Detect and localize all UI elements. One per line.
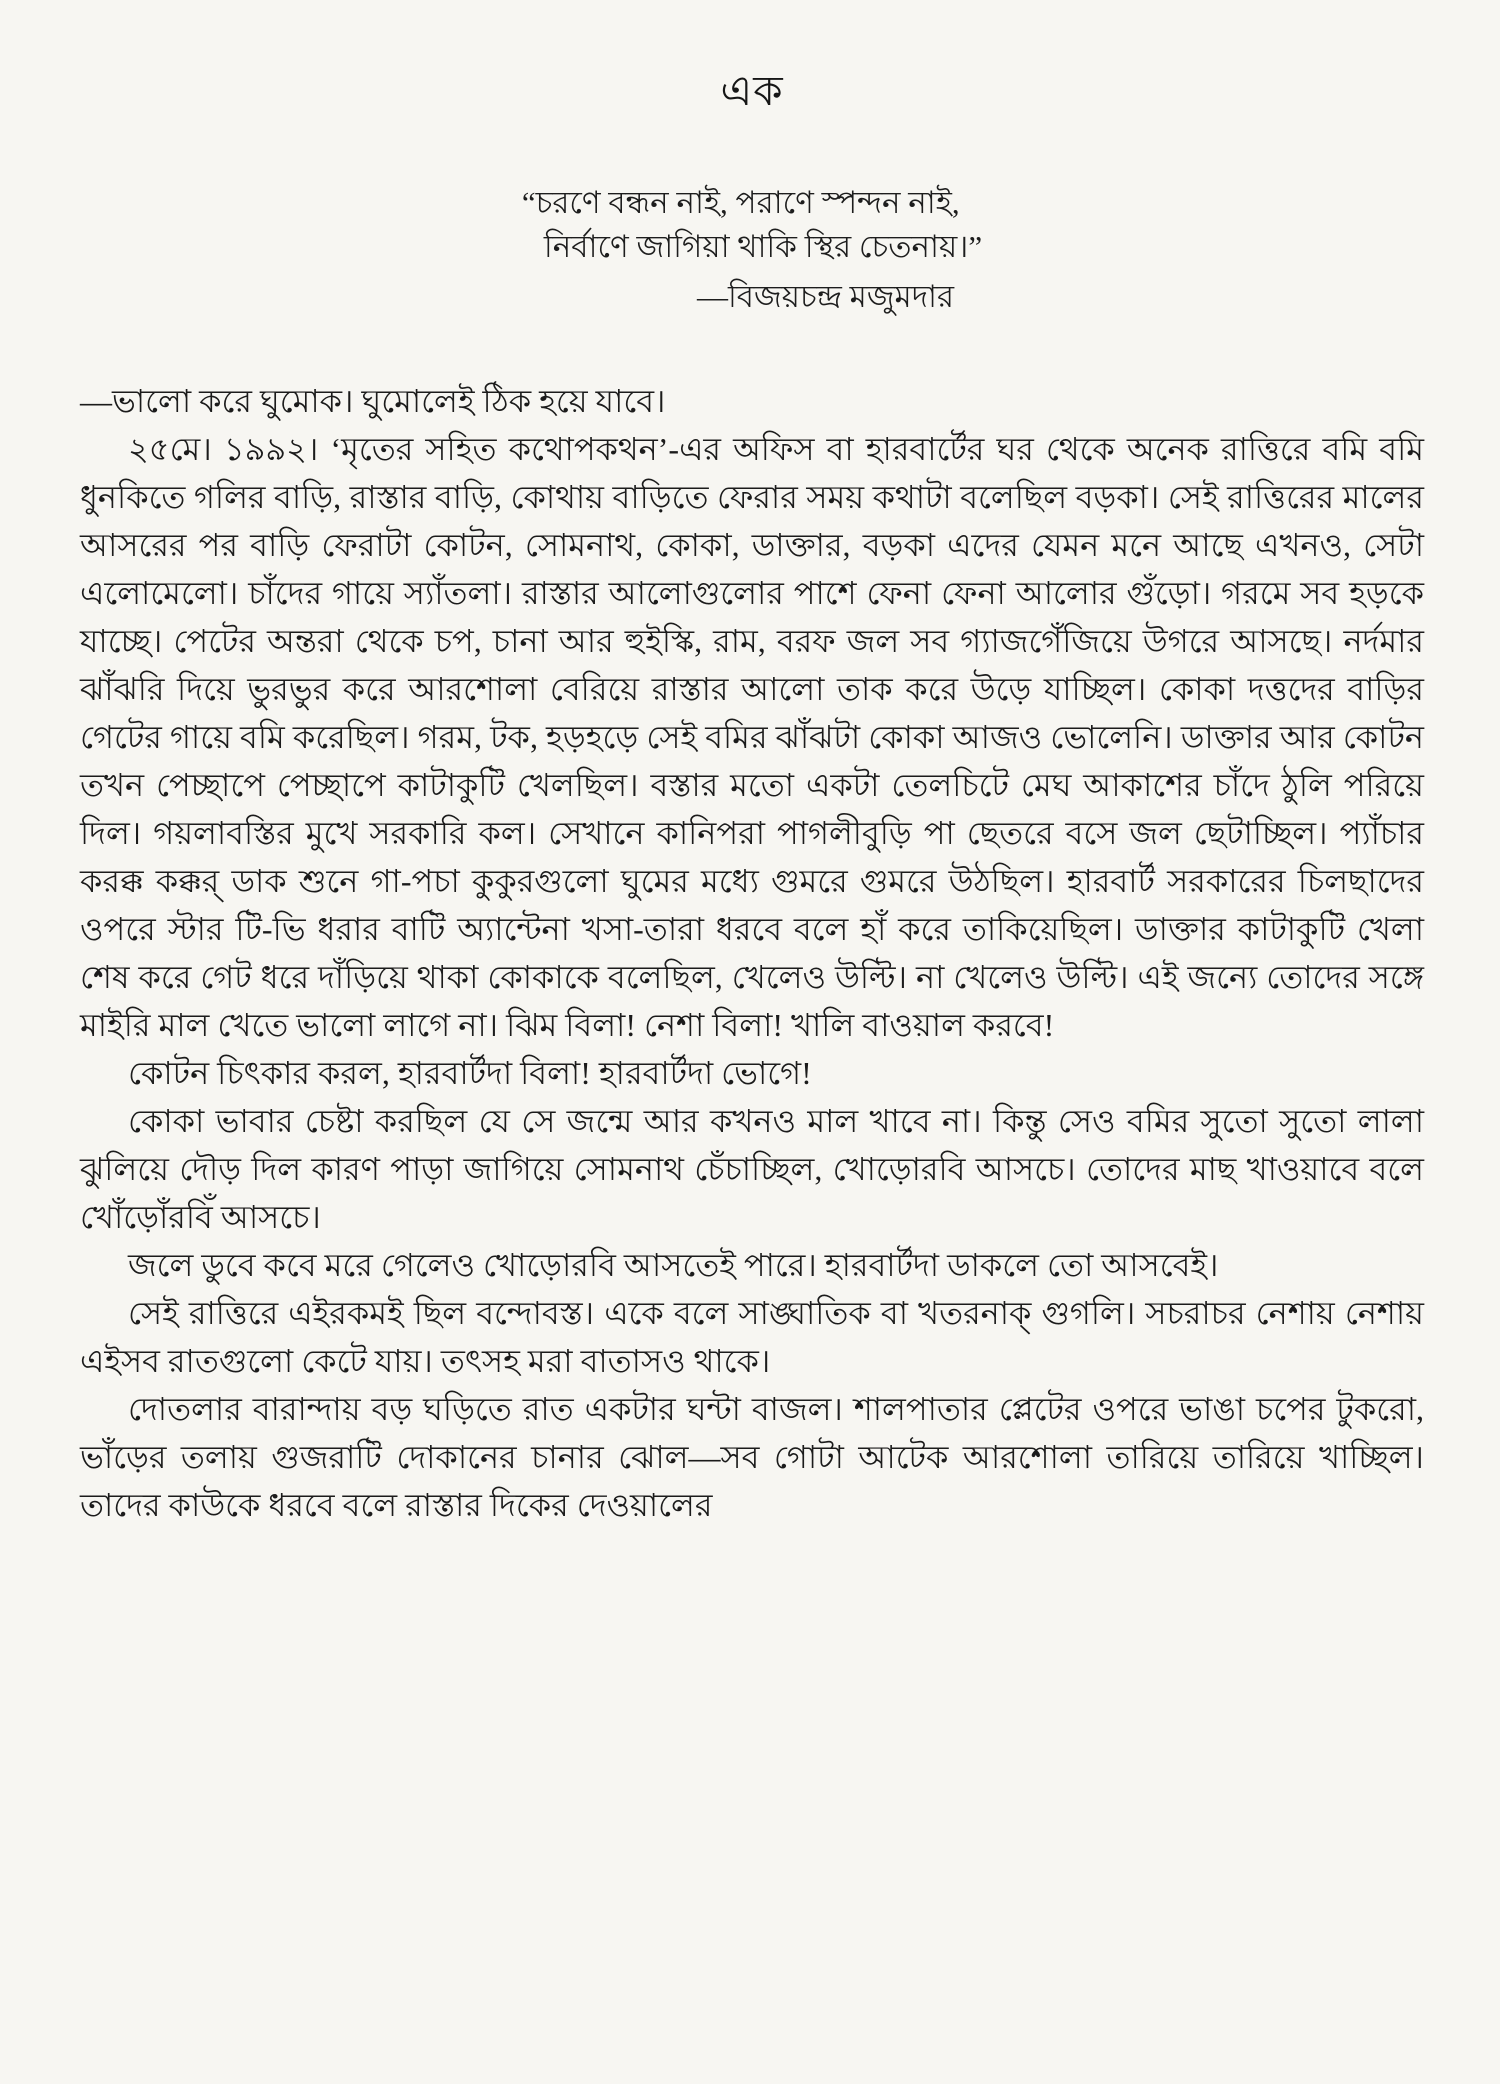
- paragraph-6: সেই রাত্তিরে এইরকমই ছিল বন্দোবস্ত। একে বলে সাঙ্ঘাতিক বা খতরনাক্ গুগলি। সচরাচর নেশায় নেশায় এইসব রাতগুলো কেটে যায়। তৎসহ মরা বাতাসও থাকে।: [80, 1295, 1424, 1380]
- body-text: [80, 377, 1424, 1529]
- epigraph-line-1: “চরণে বন্ধন নাই, পরাণে স্পন্দন নাই,: [521, 185, 960, 220]
- chapter-heading: এক: [720, 69, 784, 115]
- paragraph-7: দোতলার বারান্দায় বড় ঘড়িতে রাত একটার ঘন্টা বাজল। শালপাতার প্লেটের ওপরে ভাঙা চপের টুকরো, ভাঁড়ের তলায় গুজরাটি দোকানের চানার ঝোল—সব গোটা আটেক আরশোলা তারিয়ে তারিয়ে খাচ্ছিল। তাদের কাউকে ধরবে বলে রাস্তার দিকের দেওয়ালের: [80, 1391, 1424, 1524]
- paragraph-3: কোটন চিৎকার করল, হারবার্টদা বিলা! হারবার্টদা ভোগে!: [128, 1055, 812, 1092]
- paragraph-5: জলে ডুবে কবে মরে গেলেও খোড়োরবি আসতেই পারে। হারবার্টদা ডাকলে তো আসবেই।: [128, 1247, 1219, 1284]
- paragraph-4: কোকা ভাবার চেষ্টা করছিল যে সে জন্মে আর কখনও মাল খাবে না। কিন্তু সেও বমির সুতো সুতো লালা ঝুলিয়ে দৌড় দিল কারণ পাড়া জাগিয়ে সোমনাথ চেঁচাচ্ছিল, খোড়োরবি আসচে। তোদের মাছ খাওয়াবে বলে খোঁড়োঁরবিঁ আসচে।: [80, 1103, 1424, 1236]
- paragraph-2: ২৫মে। ১৯৯২। ‘মৃতের সহিত কথোপকথন’-এর অফিস বা হারবার্টের ঘর থেকে অনেক রাত্তিরে বমি বমি ধুনকিতে গলির বাড়ি, রাস্তার বাড়ি, কোথায় বাড়িতে ফেরার সময় কথাটা বলেছিল বড়কা। সেই রাত্তিরের মালের আসরের পর বাড়ি ফেরাটা কোটন, সোমনাথ, কোকা, ডাক্তার, বড়কা এদের যেমন মনে আছে এখনও, সেটা এলোমেলো। চাঁদের গায়ে স্যাঁতলা। রাস্তার আলোগুলোর পাশে ফেনা ফেনা আলোর গুঁড়ো। গরমে সব হড়কে যাচ্ছে। পেটের অন্তরা থেকে চপ, চানা আর হুইস্কি, রাম, বরফ জল সব গ্যাজগেঁজিয়ে উগরে আসছে। নর্দমার ঝাঁঝরি দিয়ে ভুরভুর করে আরশোলা বেরিয়ে রাস্তার আলো তাক করে উড়ে যাচ্ছিল। কোকা দত্তদের বাড়ির গেটের গায়ে বমি করেছিল। গরম, টক, হড়হড়ে সেই বমির ঝাঁঝটা কোকা আজও ভোলেনি। ডাক্তার আর কোটন তখন পেচ্ছাপে পেচ্ছাপে কাটাকুটি খেলছিল। বস্তার মতো একটা তেলচিটে মেঘ আকাশের চাঁদে ঠুলি পরিয়ে দিল। গয়লাবস্তির মুখে সরকারি কল। সেখানে কানিপরা পাগলীবুড়ি পা ছেতরে বসে জল ছেটাচ্ছিল। প্যাঁচার করক্ক কক্কর্ ডাক শুনে গা-পচা কুকুরগুলো ঘুমের মধ্যে গুমরে গুমরে উঠছিল। হারবার্ট সরকারের চিলছাদের ওপরে স্টার টি-ভি ধরার বাটি অ্যান্টেনা খসা-তারা ধরবে বলে হাঁ করে তাকিয়েছিল। ডাক্তার কাটাকুটি খেলা শেষ করে গেট ধরে দাঁড়িয়ে থাকা কোকাকে বলেছিল, খেলেও উল্টি। না খেলেও উল্টি। এই জন্যে তোদের সঙ্গে মাইরি মাল খেতে ভালো লাগে না। ঝিম বিলা! নেশা বিলা! খালি বাওয়াল করবে!: [80, 431, 1424, 1044]
- epigraph-line-2: নির্বাণে জাগিয়া থাকি স্থির চেতনায়।”: [543, 229, 983, 265]
- paragraph-1: —ভালো করে ঘুমোক। ঘুমোলেই ঠিক হয়ে যাবে।: [80, 383, 666, 420]
- epigraph-attribution: —বিজয়চন্দ্র মজুমদার: [696, 279, 955, 315]
- epigraph: [80, 181, 1424, 319]
